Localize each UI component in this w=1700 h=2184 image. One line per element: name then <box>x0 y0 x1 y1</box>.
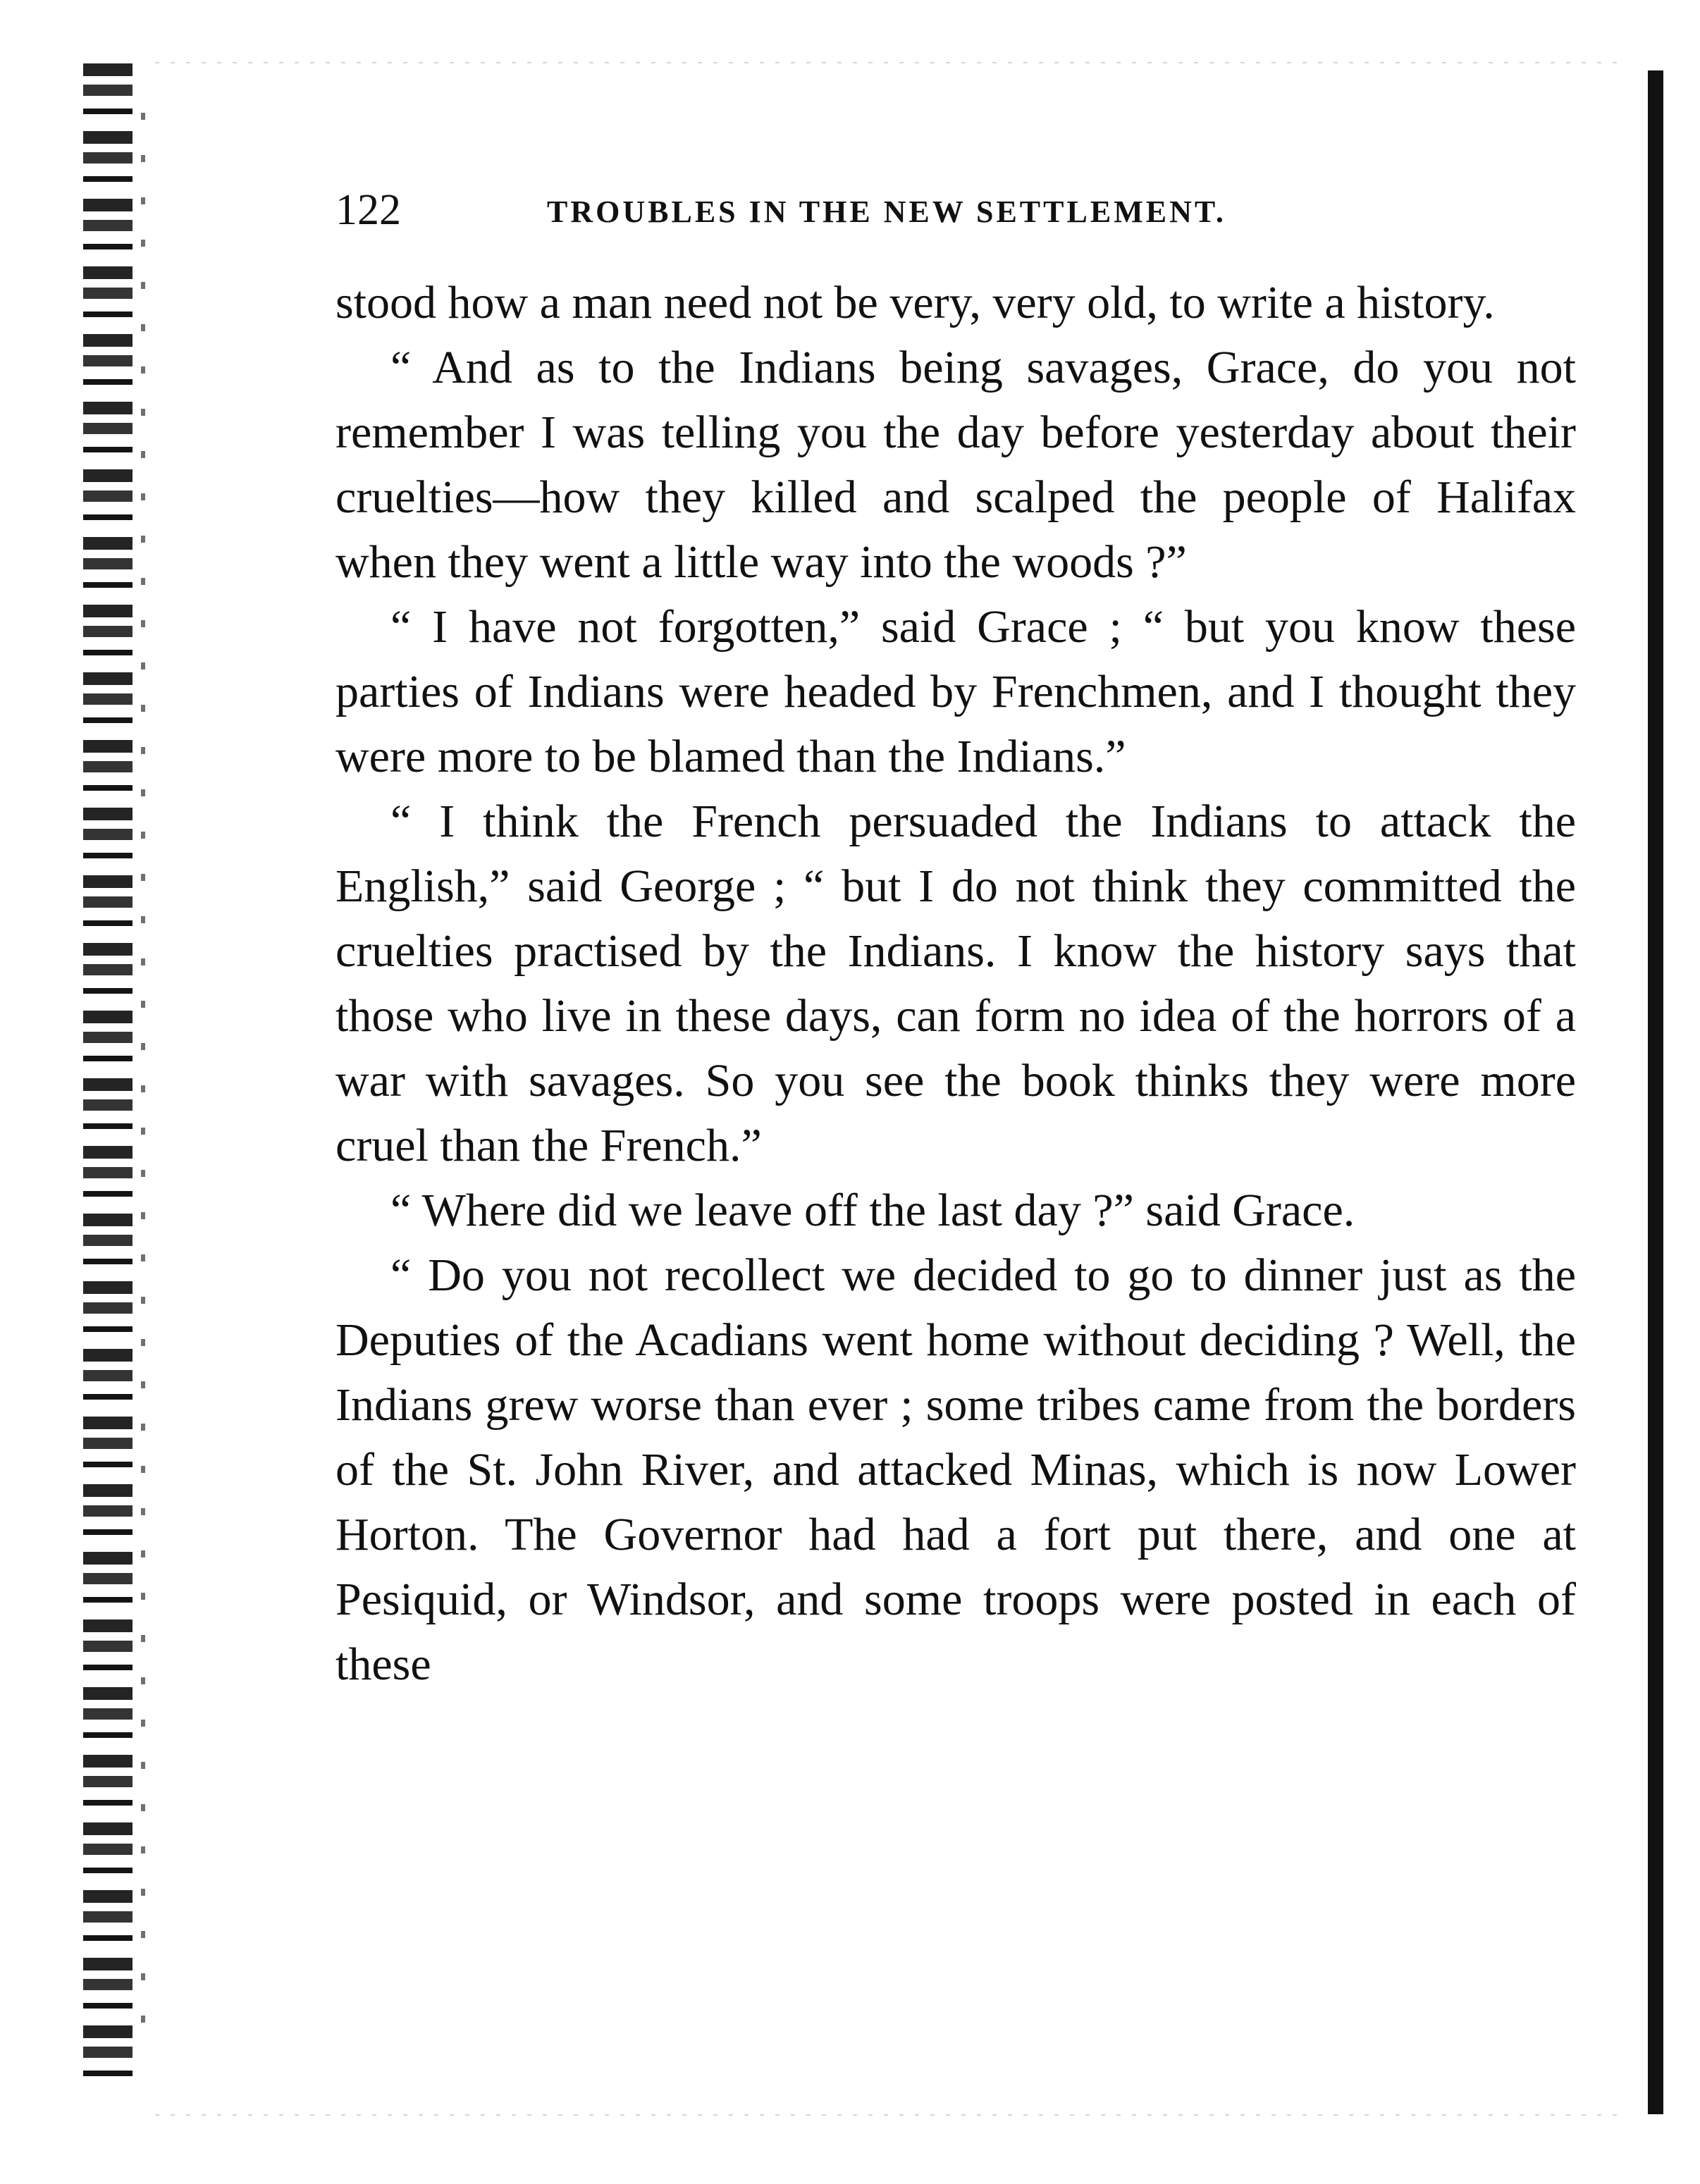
running-head: TROUBLES IN THE NEW SETTLEMENT. <box>547 195 1226 229</box>
paragraph-2: “ And as to the Indians being savages, Grace, do you not remember I was telling you the day before yesterday about their cruelties—how they killed and scalped the people of Halifax when they went a little way into the woods ?” <box>335 342 1576 588</box>
scan-edge-strip <box>83 63 133 2079</box>
scan-edge-marks <box>141 113 145 2044</box>
paragraph-3: “ I have not forgotten,” said Grace ; “ but you know these parties of Indians were headed by Frenchmen, and I thought they were more to be blamed than the Indians.” <box>335 601 1576 782</box>
scan-bottom-noise <box>155 2114 1621 2116</box>
paragraph-5: “ Where did we leave off the last day ?” said Grace. <box>390 1185 1355 1236</box>
page-header <box>335 182 1576 238</box>
paragraph-1: stood how a man need not be very, very old, to write a history. <box>335 277 1495 328</box>
body-text <box>335 271 1576 1697</box>
page-number: 122 <box>335 186 401 234</box>
paragraph-4: “ I think the French persuaded the Indians to attack the English,” said George ; “ but I do not think they committed the cruelties practised by the Indians. I know the history says that those who live in these days, can form no idea of the horrors of a war with savages. So you see the book thinks they were more cruel than the French.” <box>335 796 1576 1171</box>
scan-top-noise <box>155 62 1621 63</box>
paragraph-6: “ Do you not recollect we decided to go to dinner just as the Deputies of the Acadians went home without deciding ? Well, the Indians grew worse than ever ; some tribes came from the borders of the St. John River, and attacked Minas, which is now Lower Horton. The Governor had had a fort put there, and one at Pesiquid, or Windsor, and some troops were posted in each of these <box>335 1250 1576 1690</box>
scan-right-border <box>1648 70 1663 2114</box>
